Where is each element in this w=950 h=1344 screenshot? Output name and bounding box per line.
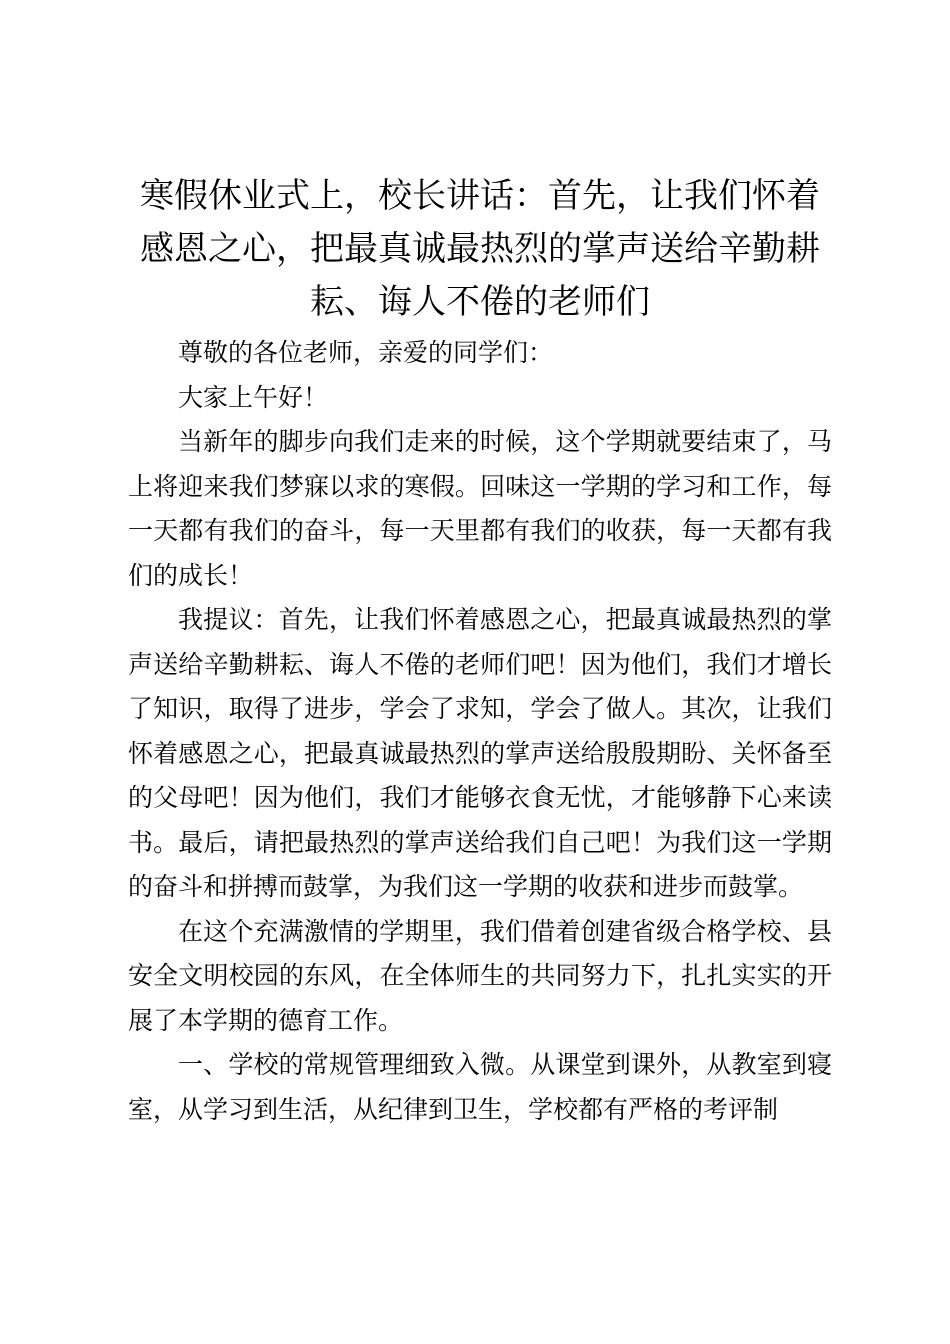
paragraph-salutation: 尊敬的各位老师，亲爱的同学们： (178, 338, 554, 367)
paragraph-moral-education: 在这个充满激情的学期里，我们借着创建省级合格学校、县安全文明校园的东风，在全体师生的共同努力下，扎扎实实的开展了本学期的德育工作。 (128, 916, 832, 1035)
paragraph-routine-management: 一、学校的常规管理细致入微。从课堂到课外，从教室到寝室，从学习到生活，从纪律到卫生，学校都有严格的考评制 (128, 1050, 832, 1124)
paragraph-proposal: 我提议：首先，让我们怀着感恩之心，把最真诚最热烈的掌声送给辛勤耕耘、诲人不倦的老师们吧！因为他们，我们才增长了知识，取得了进步，学会了求知，学会了做人。其次，让我们怀着感恩之心，把最真诚最热烈的掌声送给殷殷期盼、关怀备至的父母吧！因为他们，我们才能够衣食无忧，才能够静下心来读书。最后，请把最热烈的掌声送给我们自己吧！为我们这一学期的奋斗和拼搏而鼓掌，为我们这一学期的收获和进步而鼓掌。 (128, 605, 832, 901)
document-title: 寒假休业式上，校长讲话：首先，让我们怀着感恩之心，把最真诚最热烈的掌声送给辛勤耕耘、诲人不倦的老师们 (140, 176, 820, 322)
paragraph-greeting: 大家上午好！ (178, 382, 329, 412)
paragraph-semester-review: 当新年的脚步向我们走来的时候，这个学期就要结束了，马上将迎来我们梦寐以求的寒假。回味这一学期的学习和工作，每一天都有我们的奋斗，每一天里都有我们的收获，每一天都有我们的成长！ (128, 427, 832, 590)
